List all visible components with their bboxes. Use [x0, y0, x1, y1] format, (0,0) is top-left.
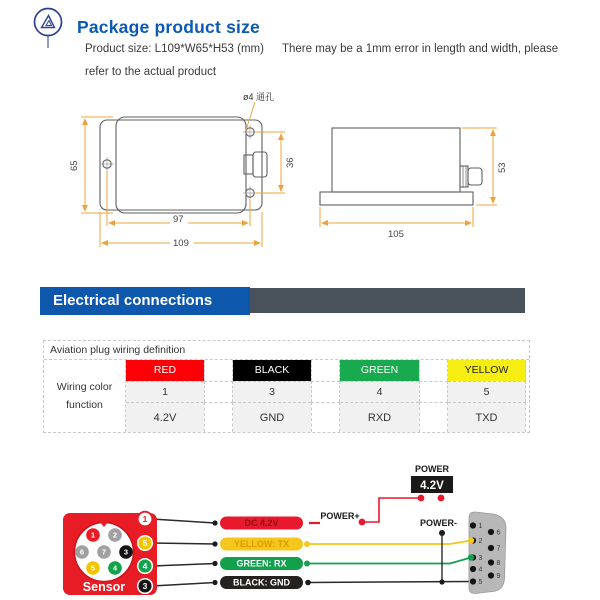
edge-pin-4: 4 [142, 561, 148, 571]
power-value: 4.2V [420, 480, 444, 492]
sensor-pin-6: 6 [79, 547, 85, 557]
mounting-hole [243, 125, 257, 139]
mounting-hole [243, 186, 257, 200]
table-gap [419, 360, 448, 381]
front-view-drawing [69, 91, 296, 249]
product-size-line [85, 38, 567, 61]
rx-wire-pill: GREEN: RX [236, 558, 287, 569]
side-view-drawing [320, 128, 508, 240]
power-wire-pill: DC 4.2V [244, 518, 279, 529]
pin-cell: 1 [126, 381, 204, 402]
tolerance-note: There may be a 1mm error in length and width, please [281, 43, 559, 55]
dim-65: 65 [69, 160, 80, 171]
db9-connector [469, 512, 506, 594]
gnd-wire [308, 582, 471, 583]
power-minus-label: POWER- [420, 518, 457, 528]
table-row-label: Wiring color function [44, 360, 126, 432]
table-title: Aviation plug wiring definition [44, 341, 529, 360]
function-cell: TXD [448, 402, 526, 432]
table-gap [204, 402, 233, 432]
section-header [40, 287, 525, 315]
function-cell: GND [233, 402, 311, 432]
section-title: Electrical connections [40, 287, 250, 315]
wiring-diagram [30, 455, 570, 600]
tolerance-note-line2: refer to the actual product [85, 65, 217, 78]
dim-97: 97 [173, 214, 184, 225]
wiring-table [43, 340, 530, 433]
edge-pin-5: 5 [142, 538, 148, 548]
product-size-value: Product size: L109*W65*H53 (mm) [85, 43, 264, 55]
power-branch [309, 464, 457, 585]
rx-terminal-dot [468, 554, 474, 560]
power-label: POWER [414, 464, 450, 474]
db9-pin-9-label: 9 [496, 573, 501, 580]
power-plus-label: POWER+ [320, 511, 360, 521]
sensor-wires [152, 519, 215, 586]
mounting-hole [100, 157, 114, 171]
db9-pin-4-label: 4 [478, 566, 483, 574]
sensor-pin-5: 5 [90, 563, 96, 573]
color-cell-red: RED [126, 360, 204, 381]
sensor-pin-2: 2 [112, 530, 118, 540]
sensor-label: Sensor [82, 580, 126, 594]
dim-105: 105 [388, 229, 404, 240]
section-header-rule [250, 288, 525, 313]
table-gap [204, 360, 233, 381]
table-gap [311, 360, 340, 381]
db9-pin-1-label: 1 [478, 523, 483, 530]
page-title: Package product size [77, 16, 260, 37]
db9-pin-5-label: 5 [478, 579, 483, 586]
dimension-drawings [60, 85, 560, 265]
table-gap [419, 381, 448, 402]
gnd-wire-pill: BLACK: GND [233, 577, 290, 588]
tx-wire [307, 541, 471, 545]
db9-pin-3-label: 3 [478, 555, 483, 562]
sensor-pin-1: 1 [90, 530, 96, 540]
table-gap [311, 402, 340, 432]
sensor-block [63, 512, 157, 595]
table-gap [204, 381, 233, 402]
sensor-pin-7: 7 [101, 547, 107, 557]
edge-pin-1: 1 [142, 514, 148, 524]
function-cell: 4.2V [126, 402, 204, 432]
dim-53: 53 [497, 162, 508, 173]
rx-wire [307, 558, 471, 564]
pin-cell: 3 [233, 381, 311, 402]
pin-cell: 5 [448, 381, 526, 402]
tx-wire-pill: YELLOW: TX [233, 539, 290, 550]
color-cell-black: BLACK [233, 360, 311, 381]
function-cell: RXD [340, 402, 419, 432]
dim-109: 109 [173, 238, 189, 249]
db9-pin-8-label: 8 [496, 560, 501, 567]
db9-pin-6-label: 6 [496, 529, 501, 537]
tx-terminal-dot [468, 537, 474, 543]
wire-pills [220, 517, 303, 590]
product-size-note [85, 38, 567, 83]
drafting-triangle-icon [31, 5, 67, 49]
db9-pin-7-label: 7 [496, 545, 501, 553]
db9-pin-2-label: 2 [478, 538, 483, 545]
sensor-pin-3: 3 [123, 547, 129, 557]
sensor-pin-4: 4 [112, 563, 118, 573]
pin-cell: 4 [340, 381, 419, 402]
table-gap [311, 381, 340, 402]
edge-pin-3: 3 [142, 581, 148, 591]
hole-callout-label: ø4 通孔 [243, 92, 275, 102]
dim-36: 36 [285, 157, 296, 168]
color-cell-yellow: YELLOW [448, 360, 526, 381]
table-gap [419, 402, 448, 432]
color-cell-green: GREEN [340, 360, 419, 381]
